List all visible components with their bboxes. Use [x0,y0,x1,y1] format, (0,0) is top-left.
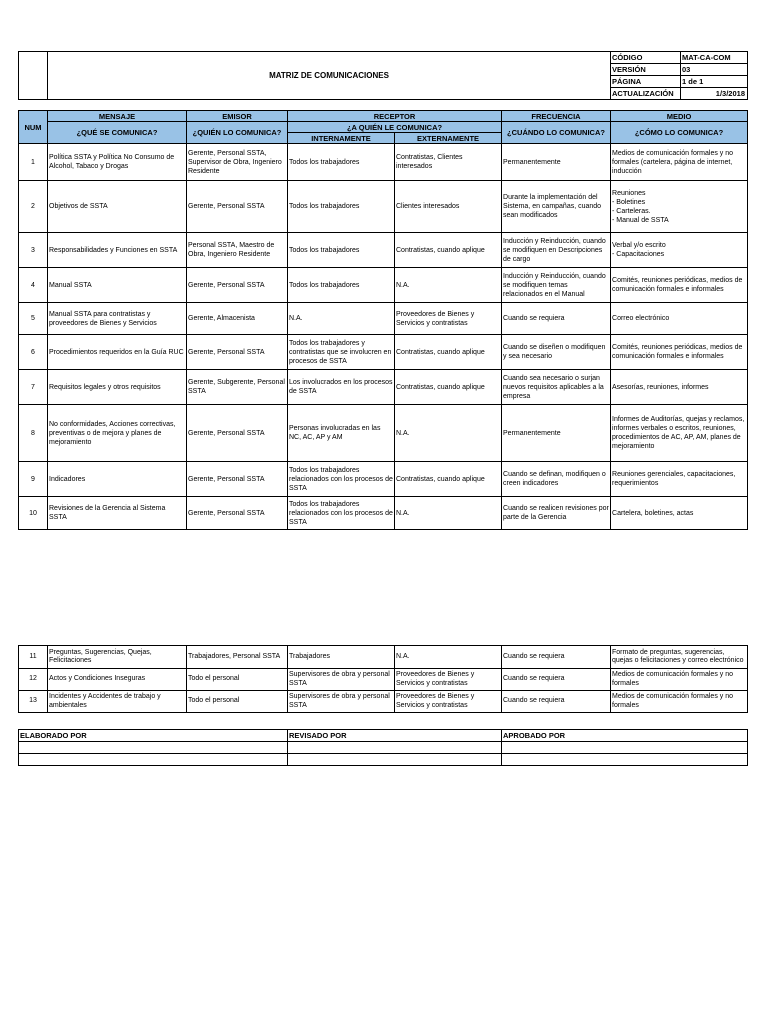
cell-medio: Verbal y/o escrito - Capacitaciones [611,233,748,268]
table-row [19,646,748,669]
cell-medio: Asesorías, reuniones, informes [611,370,748,405]
version-value: 03 [681,64,748,76]
cell-interno: Todos los trabajadores [288,233,395,268]
col-num: NUM [19,111,48,144]
cell-externo: N.A. [395,497,502,530]
cell-interno: N.A. [288,303,395,335]
pagina-label: PÁGINA [611,76,681,88]
col-receptor: RECEPTOR [288,111,502,122]
cell-emisor: Gerente, Almacenista [187,303,288,335]
cell-medio: Comités, reuniones periódicas, medios de comunicación formales e informales [611,335,748,370]
revisado-por-sign [288,754,502,766]
communication-matrix-continued [18,645,748,713]
cell-frecuencia: Durante la implementación del Sistema, en campañas, cuando sean modificados [502,181,611,233]
cell-mensaje: Manual SSTA [48,268,187,303]
cell-emisor: Trabajadores, Personal SSTA [187,646,288,669]
cell-mensaje: Preguntas, Sugerencias, Quejas, Felicitaciones [48,646,187,669]
elaborado-por-field [19,742,288,754]
cell-interno: Todos los trabajadores relacionados con los procesos de SSTA [288,462,395,497]
cell-emisor: Gerente, Personal SSTA [187,181,288,233]
col-emisor-question: ¿QUIÉN LO COMUNICA? [187,122,288,144]
cell-num: 13 [19,691,48,713]
table-row [19,233,748,268]
cell-mensaje: Manual SSTA para contratistas y proveedores de Bienes y Servicios [48,303,187,335]
cell-mensaje: Procedimientos requeridos en la Guía RUC [48,335,187,370]
cell-num: 1 [19,144,48,181]
cell-medio: Correo electrónico [611,303,748,335]
actualizacion-label: ACTUALIZACIÓN [611,88,681,100]
cell-mensaje: Responsabilidades y Funciones en SSTA [48,233,187,268]
cell-externo: N.A. [395,405,502,462]
col-mensaje-question: ¿QUÉ SE COMUNICA? [48,122,187,144]
cell-externo: Contratistas, cuando aplique [395,462,502,497]
cell-mensaje: Indicadores [48,462,187,497]
cell-mensaje: Política SSTA y Política No Consumo de Alcohol, Tabaco y Drogas [48,144,187,181]
aprobado-por-sign [502,754,748,766]
cell-frecuencia: Cuando se definan, modifiquen o creen indicadores [502,462,611,497]
cell-externo: Proveedores de Bienes y Servicios y contratistas [395,691,502,713]
col-emisor: EMISOR [187,111,288,122]
cell-interno: Todos los trabajadores relacionados con los procesos de SSTA [288,497,395,530]
cell-emisor: Gerente, Personal SSTA [187,335,288,370]
version-label: VERSIÓN [611,64,681,76]
cell-interno: Trabajadores [288,646,395,669]
cell-emisor: Todo el personal [187,669,288,691]
revisado-por-label: REVISADO POR [288,730,502,742]
revisado-por-field [288,742,502,754]
table-row [19,691,748,713]
cell-medio: Formato de preguntas, sugerencias, quejas o felicitaciones y correo electrónico [611,646,748,669]
table-row [19,669,748,691]
cell-num: 8 [19,405,48,462]
signature-block [18,729,748,766]
logo-cell [19,52,48,100]
cell-externo: Contratistas, cuando aplique [395,370,502,405]
table-row [19,268,748,303]
actualizacion-value: 1/3/2018 [681,88,748,100]
cell-interno: Todos los trabajadores y contratistas que se involucren en procesos de SSTA [288,335,395,370]
cell-num: 2 [19,181,48,233]
cell-mensaje: No conformidades, Acciones correctivas, preventivas o de mejora y planes de mejoramiento [48,405,187,462]
cell-interno: Personas involucradas en las NC, AC, AP y AM [288,405,395,462]
table-row [19,405,748,462]
col-externamente: EXTERNAMENTE [395,133,502,144]
table-row [19,462,748,497]
cell-mensaje: Objetivos de SSTA [48,181,187,233]
cell-mensaje: Revisiones de la Gerencia al Sistema SSTA [48,497,187,530]
cell-frecuencia: Permanentemente [502,144,611,181]
cell-num: 11 [19,646,48,669]
cell-num: 5 [19,303,48,335]
cell-medio: Reuniones gerenciales, capacitaciones, requerimientos [611,462,748,497]
cell-interno: Los involucrados en los procesos de SSTA [288,370,395,405]
codigo-value: MAT-CA-COM [681,52,748,64]
cell-medio: Medios de comunicación formales y no formales [611,691,748,713]
elaborado-por-label: ELABORADO POR [19,730,288,742]
communication-matrix [18,110,748,530]
table-row [19,497,748,530]
table-row [19,370,748,405]
col-receptor-question: ¿A QUIÉN LE COMUNICA? [288,122,502,133]
table-row [19,181,748,233]
table-row [19,144,748,181]
cell-emisor: Gerente, Personal SSTA [187,497,288,530]
cell-emisor: Gerente, Subgerente, Personal SSTA [187,370,288,405]
cell-frecuencia: Cuando se requiera [502,303,611,335]
cell-mensaje: Incidentes y Accidentes de trabajo y ambientales [48,691,187,713]
cell-interno: Supervisores de obra y personal SSTA [288,669,395,691]
cell-frecuencia: Cuando se realicen revisiones por parte de la Gerencia [502,497,611,530]
cell-interno: Todos los trabajadores [288,144,395,181]
cell-num: 6 [19,335,48,370]
cell-emisor: Gerente, Personal SSTA [187,462,288,497]
cell-medio: Comités, reuniones periódicas, medios de comunicación formales e informales [611,268,748,303]
document-header [18,51,748,100]
cell-externo: Contratistas, cuando aplique [395,233,502,268]
col-frecuencia-question: ¿CUÁNDO LO COMUNICA? [502,122,611,144]
cell-mensaje: Actos y Condiciones Inseguras [48,669,187,691]
cell-frecuencia: Cuando se requiera [502,669,611,691]
col-medio-question: ¿CÓMO LO COMUNICA? [611,122,748,144]
cell-medio: Reuniones - Boletines - Carteleras. - Manual de SSTA [611,181,748,233]
cell-frecuencia: Cuando se diseñen o modifiquen y sea necesario [502,335,611,370]
cell-medio: Cartelera, boletines, actas [611,497,748,530]
cell-emisor: Gerente, Personal SSTA [187,268,288,303]
cell-num: 12 [19,669,48,691]
aprobado-por-field [502,742,748,754]
cell-externo: Contratistas, cuando aplique [395,335,502,370]
cell-frecuencia: Permanentemente [502,405,611,462]
col-frecuencia: FRECUENCIA [502,111,611,122]
cell-externo: Clientes interesados [395,181,502,233]
cell-frecuencia: Inducción y Reinducción, cuando se modifiquen temas relacionados en el Manual [502,268,611,303]
cell-num: 3 [19,233,48,268]
col-medio: MEDIO [611,111,748,122]
cell-emisor: Todo el personal [187,691,288,713]
cell-emisor: Gerente, Personal SSTA [187,405,288,462]
col-mensaje: MENSAJE [48,111,187,122]
cell-emisor: Personal SSTA, Maestro de Obra, Ingeniero Residente [187,233,288,268]
cell-interno: Todos los trabajadores [288,181,395,233]
table-row [19,335,748,370]
col-internamente: INTERNAMENTE [288,133,395,144]
cell-externo: Proveedores de Bienes y Servicios y contratistas [395,303,502,335]
codigo-label: CÓDIGO [611,52,681,64]
cell-externo: N.A. [395,268,502,303]
cell-num: 9 [19,462,48,497]
cell-num: 4 [19,268,48,303]
cell-interno: Todos los trabajadores [288,268,395,303]
cell-frecuencia: Cuando sea necesario o surjan nuevos requisitos aplicables a la empresa [502,370,611,405]
document-title: MATRIZ DE COMUNICACIONES [48,52,611,100]
cell-medio: Medios de comunicación formales y no formales (cartelera, página de internet, inducción [611,144,748,181]
cell-externo: Proveedores de Bienes y Servicios y contratistas [395,669,502,691]
pagina-value: 1 de 1 [681,76,748,88]
cell-medio: Informes de Auditorías, quejas y reclamos, informes verbales o escritos, reuniones, procedimientos de AC, AP, AM, planes de mejoramiento [611,405,748,462]
elaborado-por-sign [19,754,288,766]
table-row [19,303,748,335]
cell-mensaje: Requisitos legales y otros requisitos [48,370,187,405]
aprobado-por-label: APROBADO POR [502,730,748,742]
cell-interno: Supervisores de obra y personal SSTA [288,691,395,713]
cell-emisor: Gerente, Personal SSTA, Supervisor de Obra, Ingeniero Residente [187,144,288,181]
cell-num: 7 [19,370,48,405]
cell-num: 10 [19,497,48,530]
cell-frecuencia: Cuando se requiera [502,646,611,669]
cell-frecuencia: Inducción y Reinducción, cuando se modifiquen en Descripciones de cargo [502,233,611,268]
cell-frecuencia: Cuando se requiera [502,691,611,713]
cell-medio: Medios de comunicación formales y no formales [611,669,748,691]
cell-externo: Contratistas, Clientes interesados [395,144,502,181]
cell-externo: N.A. [395,646,502,669]
